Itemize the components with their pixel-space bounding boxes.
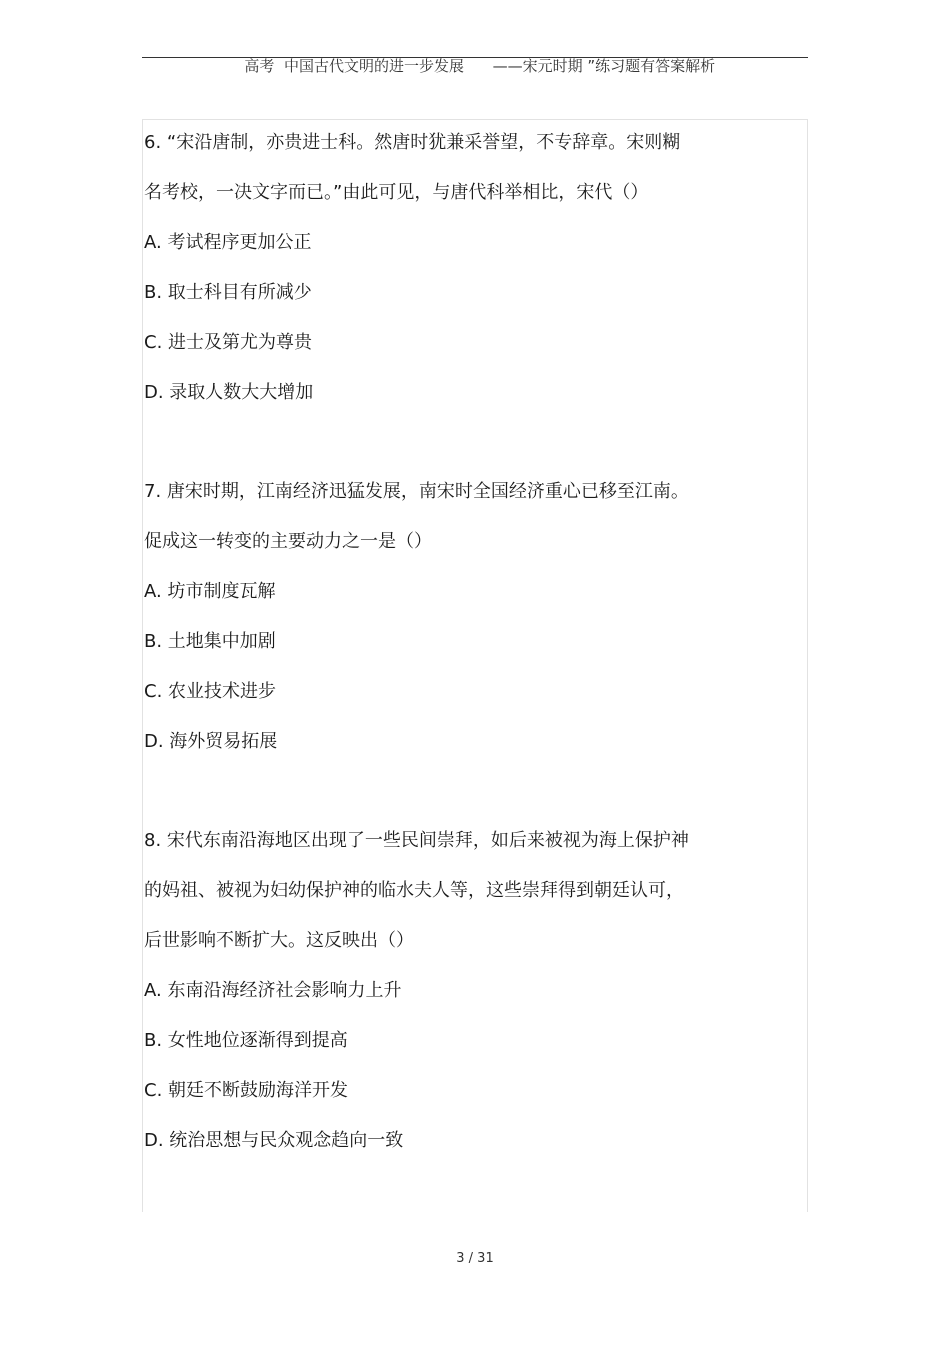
option-a: A. 东南沿海经济社会影响力上升 xyxy=(144,980,402,1001)
option-d: D. 录取人数大大增加 xyxy=(144,382,314,403)
option-c: C. 进士及第尤为尊贵 xyxy=(144,332,313,353)
question-7 xyxy=(144,477,784,777)
question-stem-line: 后世影响不断扩大。这反映出（） xyxy=(144,930,414,951)
question-6 xyxy=(144,128,784,428)
option-a: A. 考试程序更加公正 xyxy=(144,232,312,253)
option-d: D. 海外贸易拓展 xyxy=(144,731,278,752)
option-a: A. 坊市制度瓦解 xyxy=(144,581,276,602)
question-list xyxy=(144,128,784,1176)
question-stem-line: 促成这一转变的主要动力之一是（） xyxy=(144,531,432,552)
option-b: B. 取士科目有所减少 xyxy=(144,282,312,303)
page-number: 3 / 31 xyxy=(456,1251,494,1266)
question-spacer xyxy=(144,777,784,826)
page-header-title: 高考 中国古代文明的进一步发展 ——宋元时期 ”练习题有答案解析 xyxy=(244,57,716,75)
option-b: B. 土地集中加剧 xyxy=(144,631,276,652)
option-c: C. 农业技术进步 xyxy=(144,681,277,702)
question-stem-line: 7. 唐宋时期，江南经济迅猛发展，南宋时全国经济重心已移至江南。 xyxy=(144,481,689,502)
question-stem-line: 的妈祖、被视为妇幼保护神的临水夫人等，这些崇拜得到朝廷认可， xyxy=(144,880,684,901)
page-header xyxy=(142,33,808,75)
question-8 xyxy=(144,826,784,1176)
question-stem-line: 8. 宋代东南沿海地区出现了一些民间崇拜，如后来被视为海上保护神 xyxy=(144,830,689,851)
option-b: B. 女性地位逐渐得到提高 xyxy=(144,1030,348,1051)
question-spacer xyxy=(144,428,784,477)
question-stem-line: 名考校，一决文字而已。”由此可见，与唐代科举相比，宋代（） xyxy=(144,182,649,203)
option-d: D. 统治思想与民众观念趋向一致 xyxy=(144,1130,404,1151)
option-c: C. 朝廷不断鼓励海洋开发 xyxy=(144,1080,349,1101)
question-stem-line: 6. “宋沿唐制，亦贵进士科。然唐时犹兼采誉望，不专辞章。宋则糊 xyxy=(144,132,681,153)
